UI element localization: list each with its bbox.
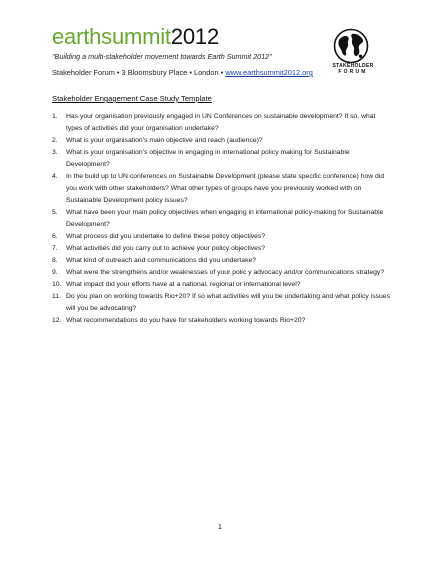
question-text: Has your organisation previously engaged in UN Conferences on sustainable development? If so, what types of activities did your organisation undertake? xyxy=(66,113,376,132)
org-logo-line2: FORUM xyxy=(338,69,368,75)
globe-icon xyxy=(333,28,369,64)
list-item xyxy=(52,231,392,243)
question-text: What recommendations do you have for stakeholders working towards Rio+20? xyxy=(66,317,306,324)
question-list xyxy=(52,111,392,327)
question-number: 6. xyxy=(52,233,58,240)
question-text: What activities did you carry out to achieve your policy objectives? xyxy=(66,245,266,252)
question-text: Do you plan on working towards Rio+20? If so what activities will you be undertaking and what policy issues will you be advocating? xyxy=(66,293,390,312)
question-number: 2. xyxy=(52,137,58,144)
logo-summit: summit xyxy=(101,24,171,49)
logo-earth: earth xyxy=(52,24,102,49)
list-item xyxy=(52,267,392,279)
question-number: 5. xyxy=(52,209,58,216)
question-number: 1. xyxy=(52,113,58,120)
question-number: 12. xyxy=(52,317,62,324)
question-text: What have been your main policy objectives when engaging in international policy-making for Sustainable Development? xyxy=(66,209,384,228)
question-text: What is your organisation’s main objective and reach (audience)? xyxy=(66,137,263,144)
address-text: Stakeholder Forum • 3 Bloomsbury Place • London • xyxy=(52,68,226,77)
earthsummit-logo xyxy=(52,24,219,50)
list-item xyxy=(52,315,392,327)
logo-year: 2012 xyxy=(170,24,220,49)
question-text: What is your organisation’s objective in engaging in international policy making for Sustainable Development? xyxy=(66,149,350,168)
question-number: 7. xyxy=(52,245,58,252)
question-number: 10. xyxy=(52,281,62,288)
list-item xyxy=(52,111,392,135)
question-text: What impact did your efforts have at a national, regional or international level? xyxy=(66,281,301,288)
list-item xyxy=(52,255,392,267)
list-item xyxy=(52,207,392,231)
org-logo-line1: STAKEHOLDER xyxy=(332,63,374,69)
question-number: 8. xyxy=(52,257,58,264)
question-text: In the build up to UN conferences on Sustainable Development (please state specific conference) how did you work with other stakeholders? What other types of groups have you previously worked with on Sustainable Development policy issues? xyxy=(66,173,385,204)
list-item xyxy=(52,279,392,291)
list-item xyxy=(52,291,392,315)
question-text: What process did you undertake to define these policy objectives? xyxy=(66,233,266,240)
question-number: 3. xyxy=(52,149,58,156)
question-text: What kind of outreach and communications did you undertake? xyxy=(66,257,257,264)
list-item xyxy=(52,243,392,255)
question-number: 4. xyxy=(52,173,58,180)
address-line xyxy=(52,68,313,77)
question-number: 11. xyxy=(52,293,61,300)
list-item xyxy=(52,135,392,147)
list-item xyxy=(52,171,392,207)
page-number: 1 xyxy=(218,524,222,531)
list-item xyxy=(52,147,392,171)
website-link[interactable]: www.earthsummit2012.org xyxy=(225,68,313,77)
tagline: "Building a multi-stakeholder movement towards Earth Summit 2012" xyxy=(52,52,272,61)
question-text: What were the strengthens and/or weaknesses of your polic y advocacy and/or communications strategy? xyxy=(66,269,385,276)
document-title: Stakeholder Engagement Case Study Template xyxy=(52,94,212,103)
stakeholder-forum-logo-text xyxy=(332,63,374,75)
question-number: 9. xyxy=(52,269,58,276)
